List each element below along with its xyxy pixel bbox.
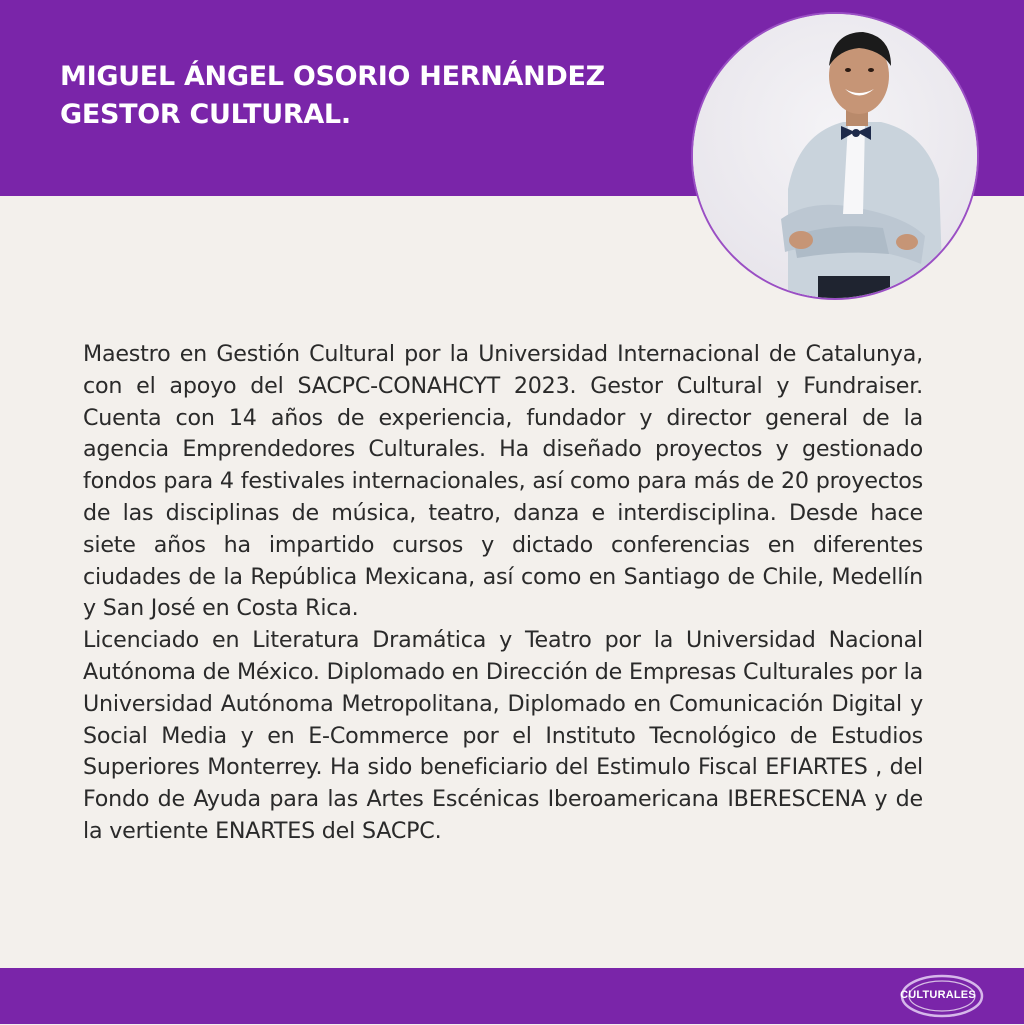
brand-logo: [890, 972, 986, 1020]
person-role: GESTOR CULTURAL.: [60, 99, 351, 130]
logo-text: CULTURALES: [900, 989, 976, 1001]
portrait-photo: [691, 12, 979, 300]
footer-band: [0, 968, 1024, 1024]
page-title: [60, 58, 605, 134]
bio-paragraph-1: Maestro en Gestión Cultural por la Universidad Internacional de Catalunya, con el apoyo del SACPC-CONAHCYT 2023. Gestor Cultural y Fundraiser. Cuenta con 14 años de experiencia, fundador y director general de la agencia Emprendedores Culturales. Ha diseñado proyectos y gestionado fondos para 4 festivales internacionales, así como para más de 20 proyectos de las disciplinas de música, teatro, danza e interdisciplina. Desde hace siete años ha impartido cursos y dictado conferencias en diferentes ciudades de la República Mexicana, así como en Santiago de Chile, Medellín y San José en Costa Rica.: [83, 341, 923, 622]
portrait-illustration: [693, 14, 977, 298]
person-name: MIGUEL ÁNGEL OSORIO HERNÁNDEZ: [60, 61, 605, 92]
bio-paragraph-2: Licenciado en Literatura Dramática y Teatro por la Universidad Nacional Autónoma de México. Diplomado en Dirección de Empresas Culturales por la Universidad Autónoma Metropolitana, Diplomado en Comunicación Digital y Social Media y en E-Commerce por el Instituto Tecnológico de Estudios Superiores Monterrey. Ha sido beneficiario del Estimulo Fiscal EFIARTES , del Fondo de Ayuda para las Artes Escénicas Iberoamericana IBERESCENA y de la vertiente ENARTES del SACPC.: [83, 627, 923, 844]
biography: [83, 339, 923, 848]
